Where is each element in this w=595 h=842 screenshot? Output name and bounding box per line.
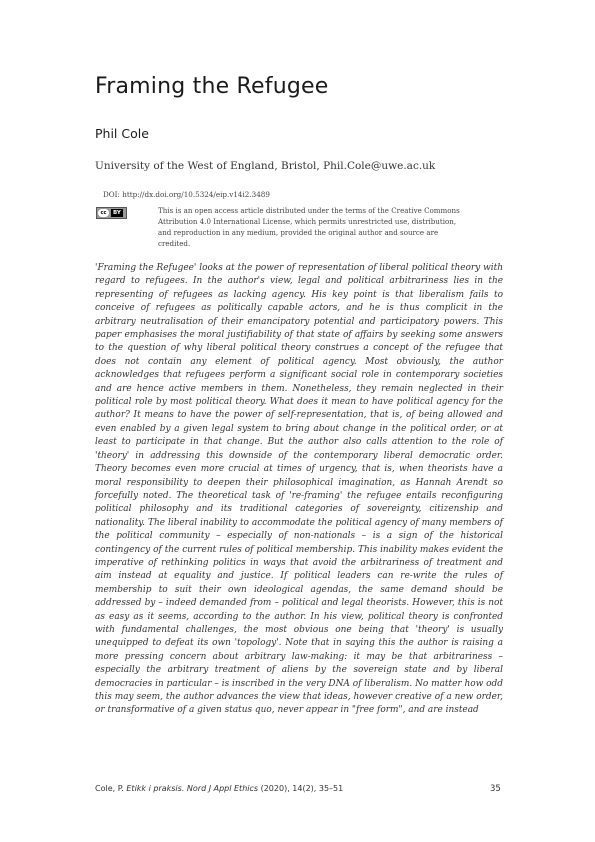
journal-name: Etikk i praksis. Nord J Appl Ethics	[126, 784, 259, 793]
by-icon: BY	[113, 210, 121, 216]
doi-link[interactable]: DOI: http://dx.doi.org/10.5324/eip.v14i2.3489	[103, 190, 270, 199]
citation-prefix: Cole, P.	[95, 784, 127, 793]
article-title: Framing the Refugee	[95, 74, 329, 99]
citation-suffix: (2020), 14(2), 35–51	[258, 784, 344, 793]
author-name: Phil Cole	[95, 126, 149, 141]
license-text: This is an open access article distributed under the terms of the Creative Commons Attribution 4.0 International License, which permits unrestricted use, distribution, and reproduction in any medium, provided the original author and source are credited.	[158, 206, 460, 248]
cc-icon: cc	[98, 209, 109, 217]
footer-citation	[95, 784, 343, 793]
page-number: 35	[490, 784, 501, 794]
author-affiliation: University of the West of England, Bristol, Phil.Cole@uwe.ac.uk	[95, 160, 436, 172]
abstract-text: 'Framing the Refugee' looks at the power of representation of liberal political theory with regard to refugees. In the author's view, legal and political arbitrariness lies in the representing of refugees as lacking agency. His key point is that liberalism fails to conceive of refugees as politically capable actors, and he is thus complicit in the arbitrary neutralisation of their emancipatory potential and participatory powers. This paper emphasises the moral justifiability of that state of affairs by seeking some answers to the question of why liberal political theory construes a concept of the refugee that does not contain any element of political agency. Most obviously, the author acknowledges that refugees perform a significant social role in contemporary societies and are hence active members in them. Nonetheless, they remain neglected in their political role by most political theory. What does it mean to have political agency for the author? It means to have the power of self-representation, that is, of being allowed and even enabled by a given legal system to bring about change in the political order, or at least to participate in that change. But the author also calls attention to the role of 'theory' in addressing this downside of the contemporary liberal democratic order. Theory becomes even more crucial at times of urgency, that is, when theorists have a moral responsibility to deepen their philosophical imagination, as Hannah Arendt so forcefully noted. The theoretical task of 're-framing' the refugee entails reconfiguring political philosophy and its traditional categories of sovereignty, citizenship and nationality. The liberal inability to accommodate the political agency of many members of the political community – especially of non-nationals – is a sign of the historical contingency of the current rules of political membership. This inability makes evident the imperative of rethinking politics in ways that avoid the arbitrariness of treatment and aim instead at equality and justice. If political leaders can re-write the rules of membership to suit their own ideological agendas, the same demand should be addressed by – indeed demanded from – political and legal theorists. However, this is not as easy as it seems, according to the author. In his view, political theory is confronted with fundamental challenges, the most obvious one being that 'theory' is usually unequipped to defeat its own 'topology'. Note that in saying this the author is raising a more pressing concern about arbitrary law-making: it may be that arbitrariness – especially the arbitrary treatment of aliens by the sovereign state and by liberal democracies in particular – is inscribed in the very DNA of liberalism. No matter how odd this may seem, the author advances the view that ideas, however creative of a new order, or transformative of a given status quo, never appear in "free form", and are instead	[95, 263, 503, 716]
cc-by-license-icon	[96, 207, 127, 219]
